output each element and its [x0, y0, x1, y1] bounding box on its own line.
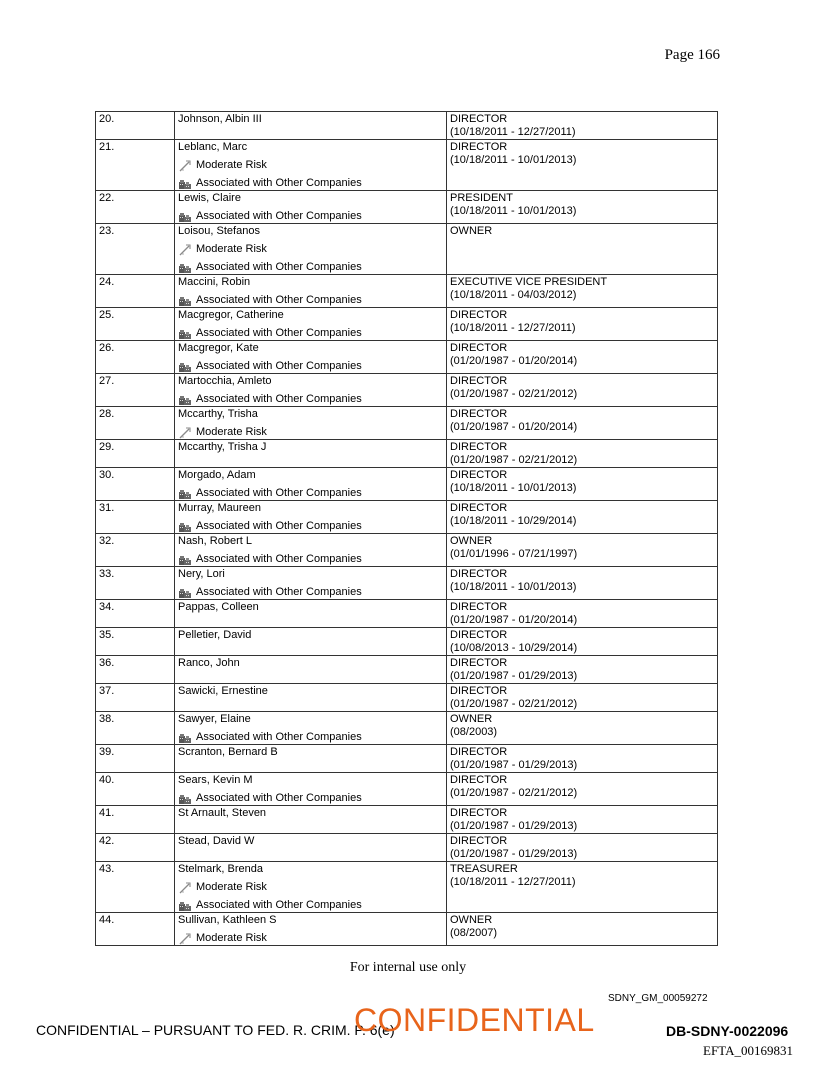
moderate-risk-flag	[178, 238, 443, 256]
position-title: DIRECTOR	[450, 568, 508, 580]
position-cell	[447, 407, 718, 440]
position-dates: (01/20/1987 - 01/20/2014)	[450, 614, 578, 626]
officer-cell	[175, 224, 447, 275]
position-cell	[447, 501, 718, 534]
buildings-icon	[178, 361, 192, 373]
buildings-icon	[178, 793, 192, 805]
flag-label: Associated with Other Companies	[196, 327, 362, 339]
row-number: 31.	[96, 501, 175, 534]
position-dates: (08/2007)	[450, 927, 498, 939]
officer-name: Johnson, Albin III	[178, 113, 262, 125]
row-number: 41.	[96, 806, 175, 834]
flag-label: Moderate Risk	[196, 159, 267, 171]
position-dates: (01/01/1996 - 07/21/1997)	[450, 548, 578, 560]
position-title: DIRECTOR	[450, 441, 508, 453]
officer-name: Stelmark, Brenda	[178, 863, 263, 875]
position-cell	[447, 468, 718, 501]
position-cell	[447, 275, 718, 308]
position-cell	[447, 341, 718, 374]
position-cell	[447, 308, 718, 341]
table-row	[96, 468, 718, 501]
associated-companies-flag	[178, 355, 443, 373]
table-row	[96, 806, 718, 834]
associated-companies-flag	[178, 205, 443, 223]
row-number: 28.	[96, 407, 175, 440]
row-number: 20.	[96, 112, 175, 140]
position-title: DIRECTOR	[450, 774, 508, 786]
position-cell	[447, 567, 718, 600]
page-number: Page 166	[664, 47, 720, 63]
associated-companies-flag	[178, 548, 443, 566]
officer-name: Lewis, Claire	[178, 192, 241, 204]
position-cell	[447, 224, 718, 275]
flag-label: Associated with Other Companies	[196, 520, 362, 532]
position-dates: (10/18/2011 - 12/27/2011)	[450, 876, 576, 888]
officer-name: Stead, David W	[178, 835, 255, 847]
position-dates: (10/18/2011 - 10/01/2013)	[450, 205, 577, 217]
flag-label: Associated with Other Companies	[196, 792, 362, 804]
position-title: OWNER	[450, 225, 493, 237]
officer-cell	[175, 806, 447, 834]
table-row	[96, 191, 718, 224]
row-number: 22.	[96, 191, 175, 224]
row-number: 40.	[96, 773, 175, 806]
table-row	[96, 913, 718, 946]
table-row	[96, 275, 718, 308]
position-cell	[447, 600, 718, 628]
buildings-icon	[178, 262, 192, 274]
position-dates: (10/18/2011 - 10/01/2013)	[450, 581, 577, 593]
position-cell	[447, 773, 718, 806]
buildings-icon	[178, 554, 192, 566]
position-title: DIRECTOR	[450, 309, 508, 321]
table-row	[96, 112, 718, 140]
row-number: 32.	[96, 534, 175, 567]
officer-cell	[175, 712, 447, 745]
row-number: 38.	[96, 712, 175, 745]
flag-label: Associated with Other Companies	[196, 177, 362, 189]
flag-label: Associated with Other Companies	[196, 210, 362, 222]
officer-name: Mccarthy, Trisha	[178, 408, 258, 420]
position-title: DIRECTOR	[450, 113, 508, 125]
flag-label: Associated with Other Companies	[196, 899, 362, 911]
position-dates: (10/18/2011 - 10/29/2014)	[450, 515, 577, 527]
buildings-icon	[178, 178, 192, 190]
moderate-risk-flag	[178, 876, 443, 894]
position-title: DIRECTOR	[450, 408, 508, 420]
flag-label: Moderate Risk	[196, 932, 267, 944]
position-title: DIRECTOR	[450, 657, 508, 669]
table-row	[96, 407, 718, 440]
associated-companies-flag	[178, 256, 443, 274]
flag-label: Associated with Other Companies	[196, 360, 362, 372]
moderate-risk-flag	[178, 421, 443, 439]
table-row	[96, 501, 718, 534]
table-row	[96, 628, 718, 656]
position-cell	[447, 628, 718, 656]
row-number: 37.	[96, 684, 175, 712]
row-number: 26.	[96, 341, 175, 374]
table-row	[96, 567, 718, 600]
position-title: OWNER	[450, 713, 493, 725]
buildings-icon	[178, 295, 192, 307]
row-number: 36.	[96, 656, 175, 684]
risk-pin-icon	[178, 882, 192, 894]
officer-cell	[175, 628, 447, 656]
position-title: DIRECTOR	[450, 469, 508, 481]
position-cell	[447, 913, 718, 946]
flag-label: Moderate Risk	[196, 881, 267, 893]
confidential-stamp: CONFIDENTIAL	[354, 1002, 595, 1038]
officer-name: Sears, Kevin M	[178, 774, 253, 786]
flag-label: Associated with Other Companies	[196, 731, 362, 743]
position-dates: (01/20/1987 - 01/20/2014)	[450, 355, 578, 367]
table-row	[96, 440, 718, 468]
flag-label: Associated with Other Companies	[196, 553, 362, 565]
position-dates: (08/2003)	[450, 726, 498, 738]
position-cell	[447, 440, 718, 468]
officer-name: Sawyer, Elaine	[178, 713, 251, 725]
table-row	[96, 712, 718, 745]
officer-name: Nery, Lori	[178, 568, 225, 580]
officer-name: St Arnault, Steven	[178, 807, 267, 819]
position-title: DIRECTOR	[450, 502, 508, 514]
officer-name: Scranton, Bernard B	[178, 746, 278, 758]
position-cell	[447, 140, 718, 191]
officers-table	[95, 111, 718, 946]
row-number: 35.	[96, 628, 175, 656]
buildings-icon	[178, 488, 192, 500]
officer-name: Murray, Maureen	[178, 502, 261, 514]
position-dates: (01/20/1987 - 01/29/2013)	[450, 759, 578, 771]
officer-name: Pappas, Colleen	[178, 601, 259, 613]
buildings-icon	[178, 900, 192, 912]
position-title: DIRECTOR	[450, 375, 508, 387]
position-title: PRESIDENT	[450, 192, 513, 204]
flag-label: Associated with Other Companies	[196, 487, 362, 499]
associated-companies-flag	[178, 172, 443, 190]
officer-cell	[175, 913, 447, 946]
officer-name: Martocchia, Amleto	[178, 375, 272, 387]
table-row	[96, 684, 718, 712]
officer-name: Macgregor, Catherine	[178, 309, 284, 321]
associated-companies-flag	[178, 581, 443, 599]
row-number: 34.	[96, 600, 175, 628]
officer-name: Pelletier, David	[178, 629, 252, 641]
position-title: DIRECTOR	[450, 601, 508, 613]
confidential-legend: CONFIDENTIAL – PURSUANT TO FED. R. CRIM. P. 6(e)	[36, 1022, 395, 1038]
flag-label: Associated with Other Companies	[196, 586, 362, 598]
position-title: TREASURER	[450, 863, 518, 875]
officer-cell	[175, 567, 447, 600]
position-dates: (01/20/1987 - 01/29/2013)	[450, 670, 578, 682]
table-row	[96, 656, 718, 684]
table-row	[96, 374, 718, 407]
officer-cell	[175, 275, 447, 308]
flag-label: Moderate Risk	[196, 426, 267, 438]
associated-companies-flag	[178, 289, 443, 307]
officer-name: Loisou, Stefanos	[178, 225, 260, 237]
flag-label: Moderate Risk	[196, 243, 267, 255]
position-title: DIRECTOR	[450, 746, 508, 758]
flag-label: Associated with Other Companies	[196, 393, 362, 405]
bates-number-sdny: SDNY_GM_00059272	[608, 993, 708, 1004]
table-row	[96, 773, 718, 806]
officer-cell	[175, 308, 447, 341]
officer-cell	[175, 745, 447, 773]
position-cell	[447, 712, 718, 745]
officer-cell	[175, 440, 447, 468]
row-number: 44.	[96, 913, 175, 946]
position-cell	[447, 745, 718, 773]
officer-name: Macgregor, Kate	[178, 342, 259, 354]
position-cell	[447, 656, 718, 684]
officer-cell	[175, 468, 447, 501]
bates-number-db: DB-SDNY-0022096	[666, 1023, 789, 1039]
risk-pin-icon	[178, 244, 192, 256]
flag-label: Associated with Other Companies	[196, 261, 362, 273]
associated-companies-flag	[178, 515, 443, 533]
officer-name: Maccini, Robin	[178, 276, 251, 288]
officer-cell	[175, 140, 447, 191]
position-cell	[447, 191, 718, 224]
buildings-icon	[178, 732, 192, 744]
officer-cell	[175, 684, 447, 712]
table-row	[96, 341, 718, 374]
position-title: DIRECTOR	[450, 141, 508, 153]
risk-pin-icon	[178, 427, 192, 439]
position-dates: (10/08/2013 - 10/29/2014)	[450, 642, 578, 654]
row-number: 33.	[96, 567, 175, 600]
position-dates: (01/20/1987 - 01/29/2013)	[450, 848, 578, 860]
position-title: DIRECTOR	[450, 629, 508, 641]
row-number: 29.	[96, 440, 175, 468]
row-number: 25.	[96, 308, 175, 341]
row-number: 23.	[96, 224, 175, 275]
officer-cell	[175, 534, 447, 567]
officer-name: Ranco, John	[178, 657, 240, 669]
bates-number-efta: EFTA_00169831	[703, 1043, 793, 1058]
position-title: DIRECTOR	[450, 835, 508, 847]
associated-companies-flag	[178, 482, 443, 500]
position-dates: (01/20/1987 - 02/21/2012)	[450, 698, 578, 710]
position-dates: (10/18/2011 - 10/01/2013)	[450, 154, 577, 166]
table-row	[96, 834, 718, 862]
officer-cell	[175, 773, 447, 806]
row-number: 21.	[96, 140, 175, 191]
associated-companies-flag	[178, 322, 443, 340]
position-dates: (10/18/2011 - 04/03/2012)	[450, 289, 577, 301]
position-title: OWNER	[450, 914, 493, 926]
position-dates: (10/18/2011 - 12/27/2011)	[450, 126, 576, 138]
position-dates: (01/20/1987 - 02/21/2012)	[450, 454, 578, 466]
row-number: 43.	[96, 862, 175, 913]
buildings-icon	[178, 394, 192, 406]
table-row	[96, 308, 718, 341]
associated-companies-flag	[178, 894, 443, 912]
position-cell	[447, 834, 718, 862]
position-title: EXECUTIVE VICE PRESIDENT	[450, 276, 608, 288]
officer-cell	[175, 600, 447, 628]
flag-label: Associated with Other Companies	[196, 294, 362, 306]
position-dates: (01/20/1987 - 02/21/2012)	[450, 787, 578, 799]
officer-cell	[175, 834, 447, 862]
buildings-icon	[178, 587, 192, 599]
officer-name: Sullivan, Kathleen S	[178, 914, 277, 926]
buildings-icon	[178, 211, 192, 223]
position-dates: (01/20/1987 - 02/21/2012)	[450, 388, 578, 400]
position-cell	[447, 534, 718, 567]
associated-companies-flag	[178, 787, 443, 805]
officer-cell	[175, 191, 447, 224]
position-dates: (10/18/2011 - 12/27/2011)	[450, 322, 576, 334]
risk-pin-icon	[178, 933, 192, 945]
position-cell	[447, 684, 718, 712]
moderate-risk-flag	[178, 927, 443, 945]
table-row	[96, 140, 718, 191]
officer-name: Mccarthy, Trisha J	[178, 441, 267, 453]
officer-cell	[175, 374, 447, 407]
position-cell	[447, 374, 718, 407]
position-title: OWNER	[450, 535, 493, 547]
officer-cell	[175, 501, 447, 534]
officer-name: Sawicki, Ernestine	[178, 685, 268, 697]
officer-name: Nash, Robert L	[178, 535, 252, 547]
officer-cell	[175, 407, 447, 440]
position-cell	[447, 112, 718, 140]
row-number: 30.	[96, 468, 175, 501]
risk-pin-icon	[178, 160, 192, 172]
officer-name: Morgado, Adam	[178, 469, 256, 481]
table-row	[96, 534, 718, 567]
associated-companies-flag	[178, 726, 443, 744]
position-title: DIRECTOR	[450, 342, 508, 354]
officer-name: Leblanc, Marc	[178, 141, 248, 153]
row-number: 24.	[96, 275, 175, 308]
table-row	[96, 224, 718, 275]
table-row	[96, 745, 718, 773]
row-number: 27.	[96, 374, 175, 407]
position-dates: (10/18/2011 - 10/01/2013)	[450, 482, 577, 494]
officer-cell	[175, 862, 447, 913]
officers-table-body	[96, 112, 718, 946]
position-dates: (01/20/1987 - 01/20/2014)	[450, 421, 578, 433]
buildings-icon	[178, 328, 192, 340]
table-row	[96, 862, 718, 913]
associated-companies-flag	[178, 388, 443, 406]
position-cell	[447, 806, 718, 834]
table-row	[96, 600, 718, 628]
officer-cell	[175, 656, 447, 684]
officer-cell	[175, 112, 447, 140]
position-cell	[447, 862, 718, 913]
buildings-icon	[178, 521, 192, 533]
row-number: 42.	[96, 834, 175, 862]
internal-use-note: For internal use only	[349, 960, 467, 975]
row-number: 39.	[96, 745, 175, 773]
moderate-risk-flag	[178, 154, 443, 172]
officer-cell	[175, 341, 447, 374]
position-title: DIRECTOR	[450, 807, 508, 819]
position-title: DIRECTOR	[450, 685, 508, 697]
position-dates: (01/20/1987 - 01/29/2013)	[450, 820, 578, 832]
